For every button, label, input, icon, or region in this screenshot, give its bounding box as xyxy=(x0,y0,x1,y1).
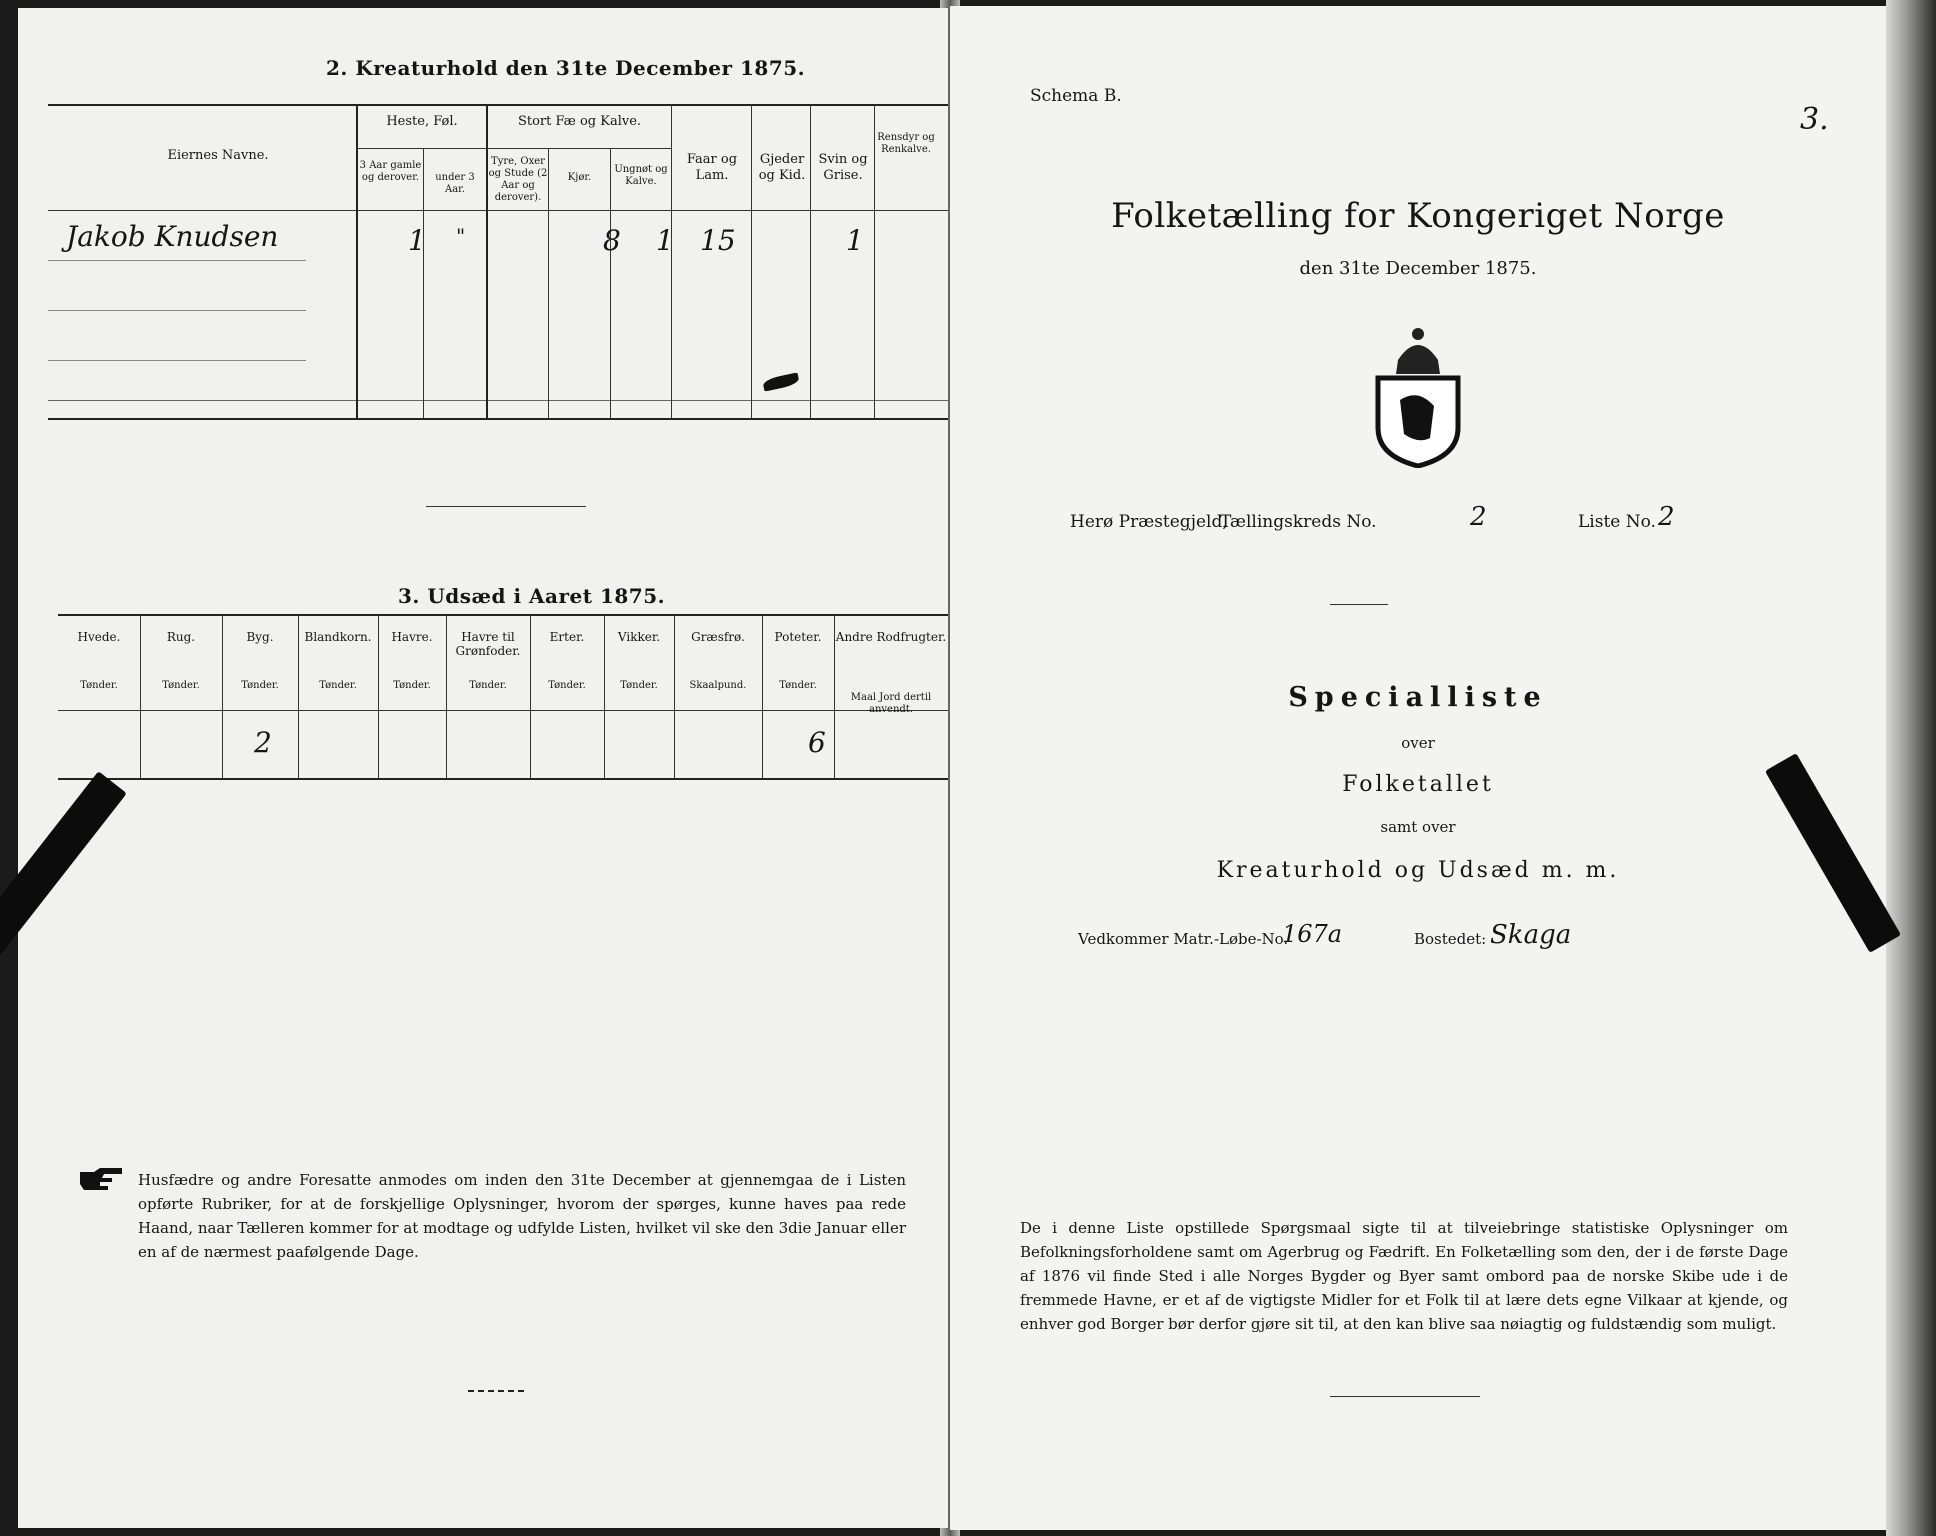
over-label: over xyxy=(1401,734,1435,752)
crop-unit-3: Tønder. xyxy=(319,680,357,691)
table-bottom-rule xyxy=(48,418,948,420)
specialliste-heading: Specialliste xyxy=(1288,682,1548,713)
crop-unit-4: Tønder. xyxy=(393,680,431,691)
crop-col-2: Byg. xyxy=(246,630,274,644)
col-owner: Eiernes Navne. xyxy=(167,148,269,163)
val-pigs: 1 xyxy=(846,224,864,257)
folketallet-label: Folketallet xyxy=(1342,772,1494,797)
matr-value: 167a xyxy=(1282,920,1343,948)
schema-label: Schema B. xyxy=(1030,86,1122,106)
table-top-rule xyxy=(48,104,948,106)
crop-unit-8: Skaalpund. xyxy=(689,680,747,691)
crop-unit-10: Maal Jord dertil anvendt. xyxy=(850,692,932,715)
title-date: den 31te December 1875. xyxy=(1299,258,1537,279)
footnote: Husfædre og andre Foresatte anmodes om inden den 31te December at gjennemgaa de i Listen opførte Rubriker, for at de forskjellige Oplysninger, hvorom der spørges, kunne haves paa rede Haand, naar Tælleren kommer for at modtage og udfylde Listen, hvilket vil ske den 3die Januar eller en af de nærmest paafølgende Dage. xyxy=(138,1171,906,1261)
crop-unit-0: Tønder. xyxy=(80,680,118,691)
parish-label: Herø Præstegjeld, xyxy=(1070,512,1228,532)
page-number: 3. xyxy=(1800,102,1829,137)
val-cows: 8 xyxy=(603,224,621,257)
crop-unit-2: Tønder. xyxy=(241,680,279,691)
list-value: 2 xyxy=(1658,502,1675,532)
col-cattle-cows: Kjør. xyxy=(567,172,592,183)
crop-unit-7: Tønder. xyxy=(620,680,658,691)
coat-of-arms-icon xyxy=(1368,316,1468,468)
crop-col-0: Hvede. xyxy=(77,630,121,644)
page-edge xyxy=(1886,0,1936,1536)
crop-col-3: Blandkorn. xyxy=(304,630,372,644)
intro-paragraph: De i denne Liste opstillede Spørgsmaal sigte til at tilveiebringe statistiske Oplysninger om Befolkningsforholdene samt om Agerbrug og Fædrift. En Folketælling som den, der i de første Dage af 1876 vil finde Sted i alle Norges Bygder og Byer samt ombord paa de norske Skibe ude i de fremmede Havne, er et af de vigtigste Midler for et Folk til at lære dets egne Vilkaar at kjende, og enhver god Borger bør derfor gjøre sit til, at den kan blive saa nøiagtig og fuldstændig som muligt. xyxy=(1020,1219,1788,1333)
val-horses-under3: " xyxy=(456,224,466,248)
col-pigs: Svin og Grise. xyxy=(818,152,868,183)
crop-unit-5: Tønder. xyxy=(469,680,507,691)
section3-title: 3. Udsæd i Aaret 1875. xyxy=(398,584,666,608)
pointing-hand-icon xyxy=(78,1166,126,1194)
left-page xyxy=(18,8,948,1528)
matr-label: Vedkommer Matr.-Løbe-No. xyxy=(1078,930,1289,948)
col-sheep: Faar og Lam. xyxy=(686,152,738,183)
val-poteter: 6 xyxy=(808,726,826,759)
crop-col-5: Havre til Grønfoder. xyxy=(455,630,521,658)
kreaturhold-label: Kreaturhold og Udsæd m. m. xyxy=(1216,858,1620,883)
val-horses-3plus: 1 xyxy=(408,224,426,257)
bosted-label: Bostedet: xyxy=(1414,930,1487,948)
crop-col-1: Rug. xyxy=(166,630,196,644)
bosted-value: Skaga xyxy=(1490,920,1572,950)
separator xyxy=(426,506,586,507)
col-cattle-bulls: Tyre, Oxer og Stude (2 Aar og derover). xyxy=(488,156,548,203)
val-young: 1 xyxy=(656,224,674,257)
table-header-rule xyxy=(48,210,948,211)
crop-unit-6: Tønder. xyxy=(548,680,586,691)
district-value: 2 xyxy=(1470,502,1487,532)
crop-col-10: Andre Rodfrugter. xyxy=(835,630,947,644)
col-cattle: Stort Fæ og Kalve. xyxy=(517,114,642,129)
val-sheep: 15 xyxy=(700,224,736,257)
crop-col-6: Erter. xyxy=(549,630,585,644)
ink-blot xyxy=(762,372,800,391)
list-label: Liste No. xyxy=(1578,512,1656,532)
col-goats: Gjeder og Kid. xyxy=(758,152,806,183)
col-horses: Heste, Føl. xyxy=(386,114,458,129)
district-label: Tællingskreds No. xyxy=(1220,512,1377,532)
val-byg: 2 xyxy=(254,726,272,759)
col-horses-3plus: 3 Aar gamle og derover. xyxy=(359,160,422,183)
crop-col-4: Havre. xyxy=(391,630,433,644)
owner-name: Jakob Knudsen xyxy=(66,220,279,253)
crop-col-9: Poteter. xyxy=(774,630,822,644)
crop-col-7: Vikker. xyxy=(617,630,661,644)
section2-title: 2. Kreaturhold den 31te December 1875. xyxy=(326,56,806,80)
crop-unit-9: Tønder. xyxy=(779,680,817,691)
col-cattle-young: Ungnøt og Kalve. xyxy=(614,164,668,187)
right-page xyxy=(950,6,1886,1530)
crop-col-8: Græsfrø. xyxy=(691,630,745,644)
main-title: Folketælling for Kongeriget Norge xyxy=(1111,196,1725,236)
crop-unit-1: Tønder. xyxy=(162,680,200,691)
col-reindeer: Rensdyr og Renkalve. xyxy=(877,132,935,155)
samt-over-label: samt over xyxy=(1380,818,1456,836)
col-horses-under3: under 3 Aar. xyxy=(435,172,475,195)
